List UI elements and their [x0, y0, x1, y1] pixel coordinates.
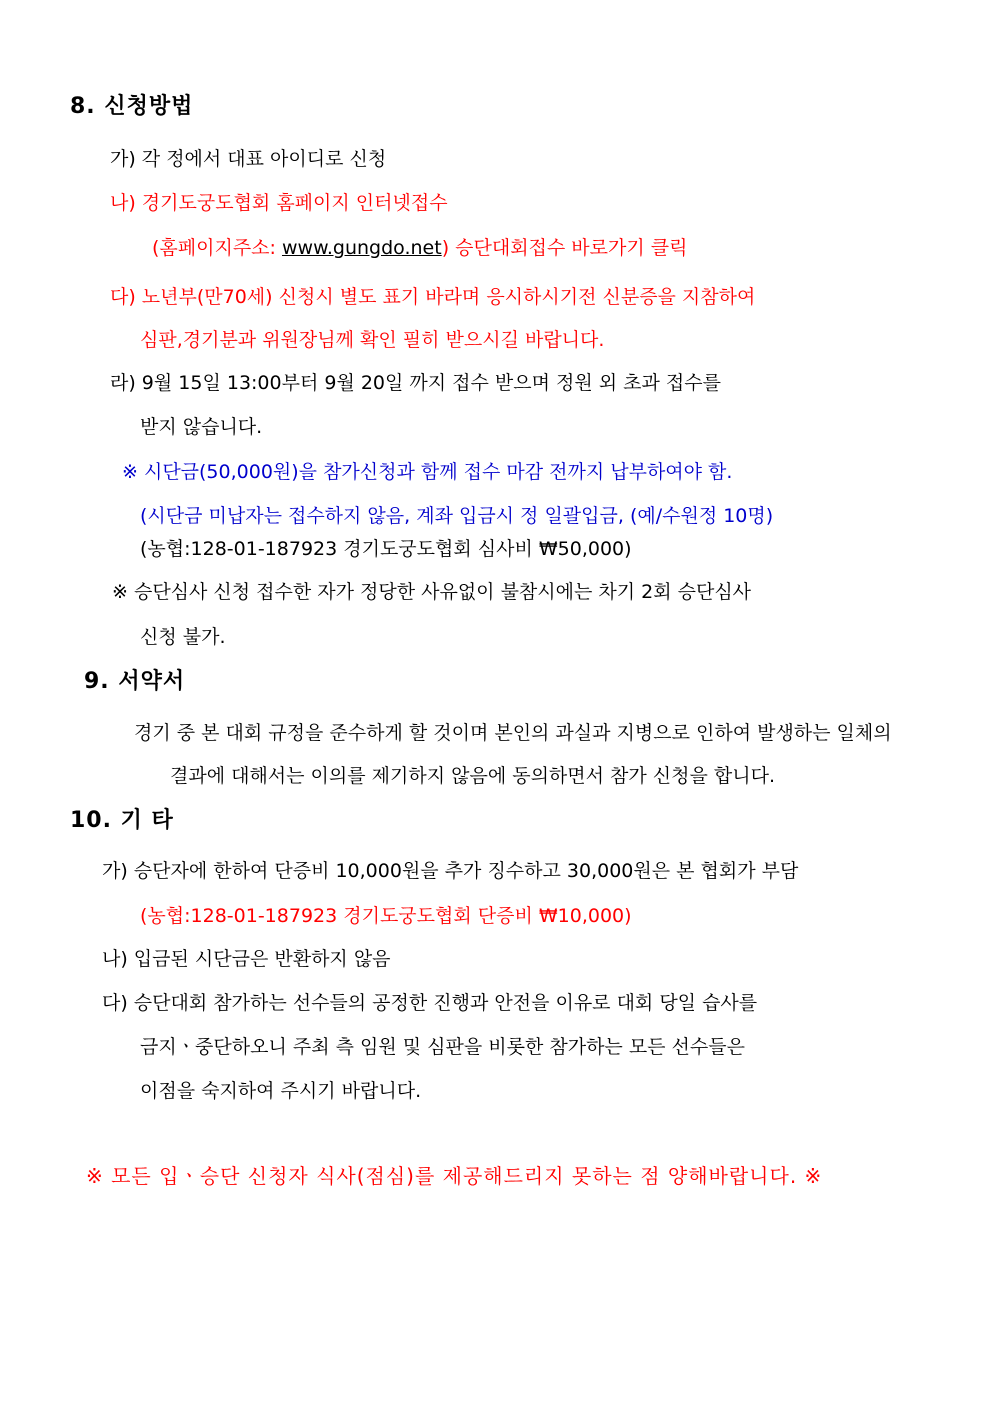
section-10-item-da-line3: 이점을 숙지하여 주시기 바랍니다. — [140, 1080, 422, 1102]
section-8-item-na: 나) 경기도궁도협회 홈페이지 인터넷접수 — [110, 192, 448, 214]
pledge-line2: 결과에 대해서는 이의를 제기하지 않음에 동의하면서 참가 신청을 합니다. — [170, 765, 775, 787]
section-8-item-ra-line1: 라) 9월 15일 13:00부터 9월 20일 까지 접수 받으며 정원 외 초과 접수를 — [110, 372, 721, 394]
section-8-homepage-line — [152, 235, 687, 261]
section-9-title: 9. 서약서 — [84, 669, 186, 694]
homepage-suffix: ) 승단대회접수 바로가기 클릭 — [441, 237, 688, 259]
section-10-item-da-line2: 금지ㆍ중단하오니 주최 측 임원 및 심판을 비롯한 참가하는 모든 선수들은 — [140, 1036, 745, 1058]
pledge-line1: 경기 중 본 대회 규정을 준수하게 할 것이며 본인의 과실과 지병으로 인하여 발생하는 일체의 — [134, 722, 892, 744]
fee-note-line1: ※ 시단금(50,000원)을 참가신청과 함께 접수 마감 전까지 납부하여야 함. — [122, 461, 733, 483]
fee-account-line: (농협:128-01-187923 경기도궁도협회 심사비 ₩50,000) — [140, 538, 632, 560]
section-10-item-ga: 가) 승단자에 한하여 단증비 10,000원을 추가 징수하고 30,000원은 본 협회가 부담 — [102, 860, 799, 882]
absence-note-line2: 신청 불가. — [140, 626, 226, 648]
section-8-item-da-line2: 심판,경기분과 위원장님께 확인 필히 받으시길 바랍니다. — [140, 329, 605, 351]
section-10-title: 10. 기 타 — [70, 808, 174, 833]
section-8-item-ga: 가) 각 정에서 대표 아이디로 신청 — [110, 148, 387, 170]
section-10-item-na: 나) 입금된 시단금은 반환하지 않음 — [102, 948, 391, 970]
homepage-link[interactable]: www.gungdo.net — [281, 237, 442, 259]
meal-notice: ※ 모든 입ㆍ승단 신청자 식사(점심)를 제공해드리지 못하는 점 양해바랍니다. ※ — [86, 1164, 823, 1188]
section-8-title: 8. 신청방법 — [70, 94, 194, 119]
section-8-item-ra-line2: 받지 않습니다. — [140, 416, 263, 438]
section-10-item-da-line1: 다) 승단대회 참가하는 선수들의 공정한 진행과 안전을 이유로 대회 당일 습사를 — [102, 992, 758, 1014]
section-8-item-da-line1: 다) 노년부(만70세) 신청시 별도 표기 바라며 응시하시기전 신분증을 지참하여 — [110, 286, 756, 308]
certificate-account-line: (농협:128-01-187923 경기도궁도협회 단증비 ₩10,000) — [140, 905, 632, 927]
homepage-prefix: (홈페이지주소: — [152, 237, 282, 259]
fee-note-line2: (시단금 미납자는 접수하지 않음, 계좌 입금시 정 일괄입금, (예/수원정 10명) — [140, 505, 774, 527]
absence-note-line1: ※ 승단심사 신청 접수한 자가 정당한 사유없이 불참시에는 차기 2회 승단심사 — [112, 581, 752, 603]
